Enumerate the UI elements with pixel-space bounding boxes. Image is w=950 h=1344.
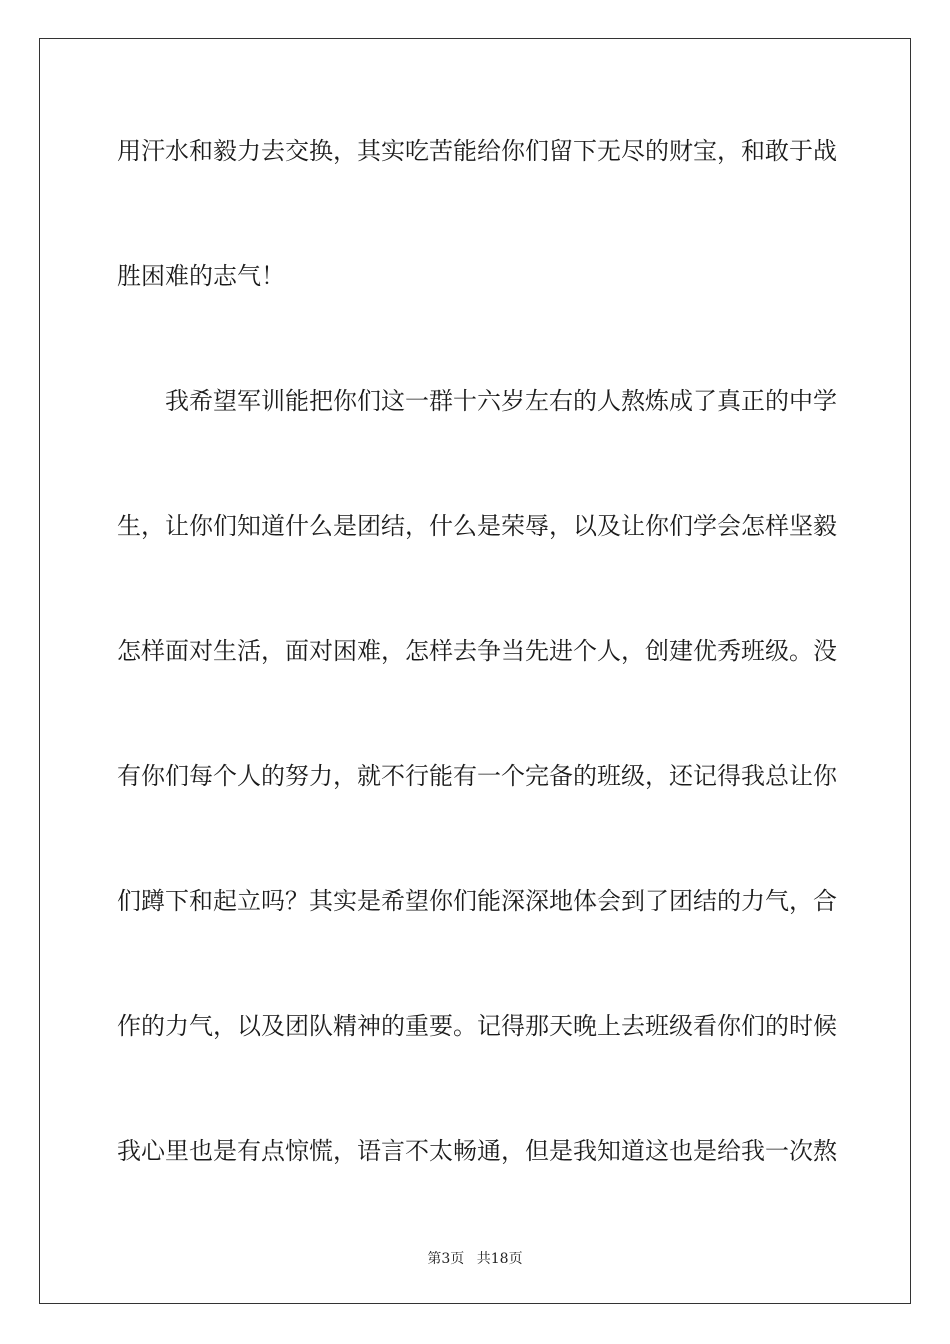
page-number: 第3页 [427,1251,465,1267]
paragraph-first-line: 我希望军训能把你们这一群十六岁左右的人熬炼成了真正的中学 [165,387,837,415]
page-footer [0,1248,950,1268]
text-line: 我心里也是有点惊慌，语言不太畅通，但是我知道这也是给我一次熬 [117,1137,837,1165]
text-line: 作的力气，以及团队精神的重要。记得那天晚上去班级看你们的时候 [117,1012,837,1040]
page-border [39,38,911,1304]
text-line: 们蹲下和起立吗？其实是希望你们能深深地体会到了团结的力气，合 [117,887,837,915]
text-line: 用汗水和毅力去交换，其实吃苦能给你们留下无尽的财宝，和敢于战 [117,137,837,165]
page-total: 共18页 [476,1251,523,1267]
text-line: 生，让你们知道什么是团结，什么是荣辱，以及让你们学会怎样坚毅 [117,512,837,540]
text-line: 胜困难的志气！ [117,262,285,290]
text-line: 怎样面对生活，面对困难，怎样去争当先进个人，创建优秀班级。没 [117,637,837,665]
text-line: 有你们每个人的努力，就不行能有一个完备的班级，还记得我总让你 [117,762,837,790]
